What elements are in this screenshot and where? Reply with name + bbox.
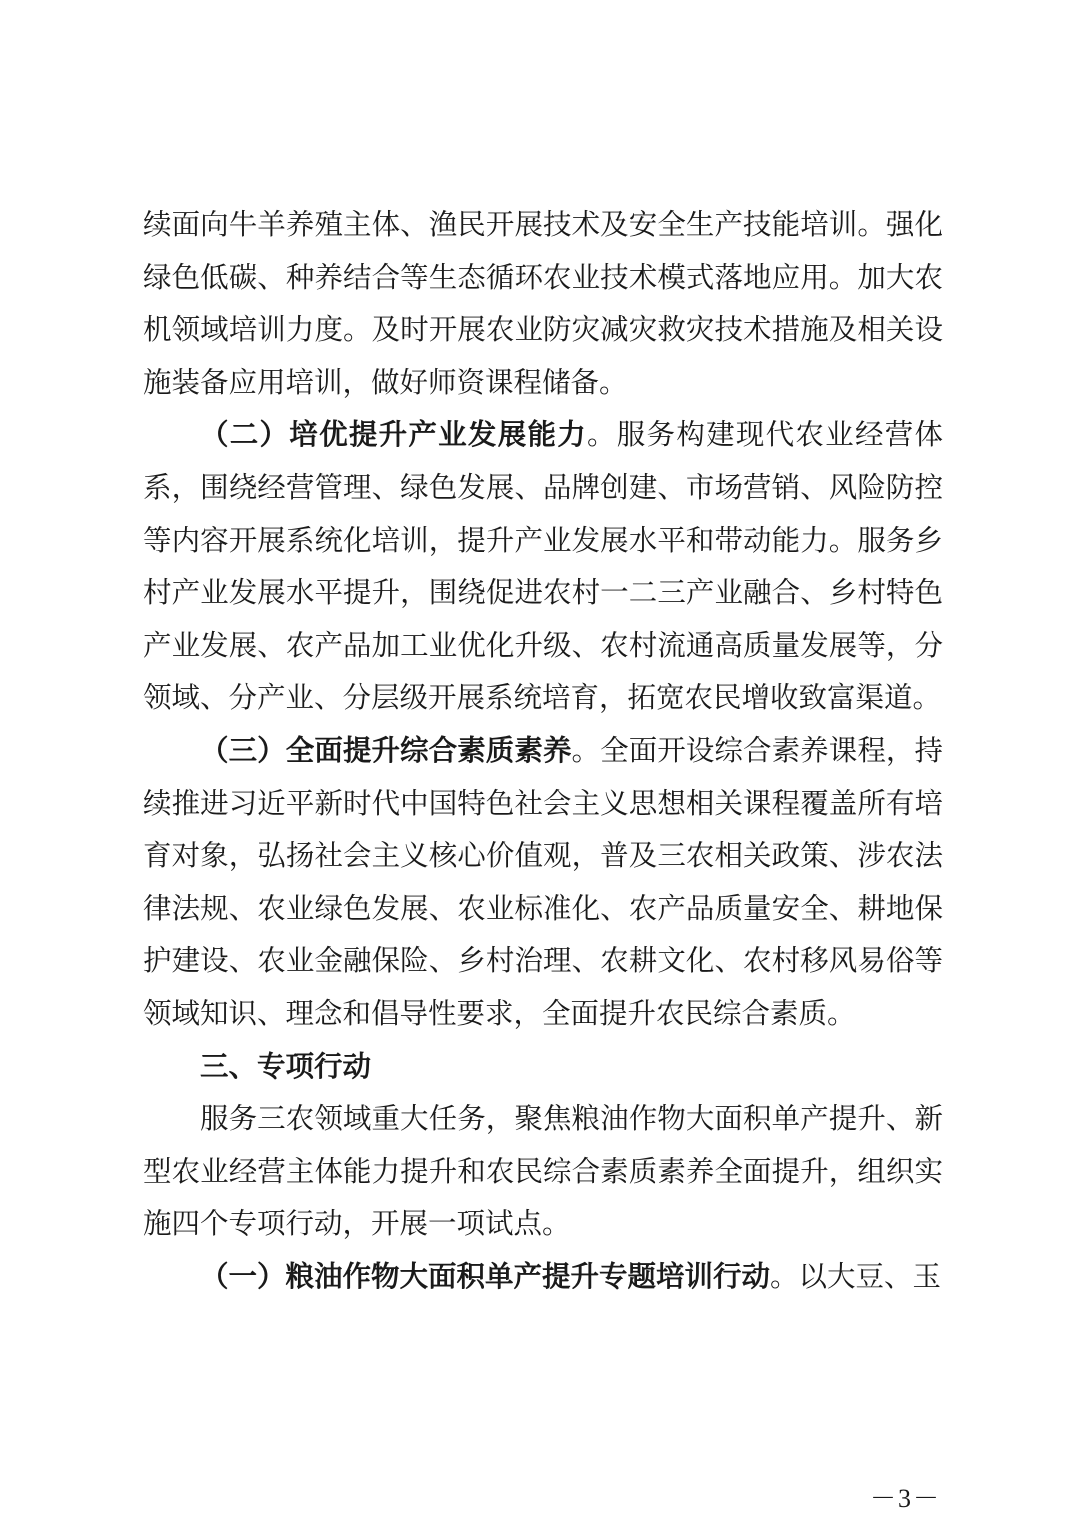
paragraph-lead: （一）粮油作物大面积单产提升专题培训行动 xyxy=(200,1259,771,1293)
document-body xyxy=(143,199,943,1303)
paragraph-text: 。服务构建现代农业经营体系，围绕经营管理、绿色发展、品牌创建、市场营销、风险防控等内容开展系统化培训，提升产业发展水平和带动能力。服务乡村产业发展水平提升，围绕促进农村一二三产业融合、乡村特色产业发展、农产品加工业优化升级、农村流通高质量发展等，分领域、分产业、分层级开展系统培育，拓宽农民增收致富渠道。 xyxy=(143,418,943,715)
paragraph-industry-development xyxy=(143,409,943,725)
page-number: －3－ xyxy=(869,1484,941,1513)
paragraph-lead: （二）培优提升产业发展能力 xyxy=(200,418,588,452)
paragraph-text: 。全面开设综合素养课程，持续推进习近平新时代中国特色社会主义思想相关课程覆盖所有培育对象，弘扬社会主义核心价值观，普及三农相关政策、涉农法律法规、农业绿色发展、农业标准化、农产品质量安全、耕地保护建设、农业金融保险、乡村治理、农耕文化、农村移风易俗等领域知识、理念和倡导性要求，全面提升农民综合素质。 xyxy=(143,733,943,1030)
paragraph-grain-oil-training xyxy=(143,1251,943,1304)
section-heading: 三、专项行动 xyxy=(200,1049,372,1083)
paragraph-text: 。以大豆、玉 xyxy=(770,1259,942,1293)
paragraph-text: 续面向牛羊养殖主体、渔民开展技术及安全生产技能培训。强化绿色低碳、种养结合等生态循环农业技术模式落地应用。加大农机领域培训力度。及时开展农业防灾减灾救灾技术措施及相关设施装备应用培训，做好师资课程储备。 xyxy=(143,208,943,399)
paragraph-lead: （三）全面提升综合素质素养 xyxy=(200,733,572,767)
paragraph-continuation xyxy=(143,199,943,409)
section-intro-paragraph xyxy=(143,1093,943,1251)
paragraph-text: 服务三农领域重大任务，聚焦粮油作物大面积单产提升、新型农业经营主体能力提升和农民综合素质素养全面提升，组织实施四个专项行动，开展一项试点。 xyxy=(143,1102,943,1241)
paragraph-comprehensive-quality xyxy=(143,725,943,1041)
